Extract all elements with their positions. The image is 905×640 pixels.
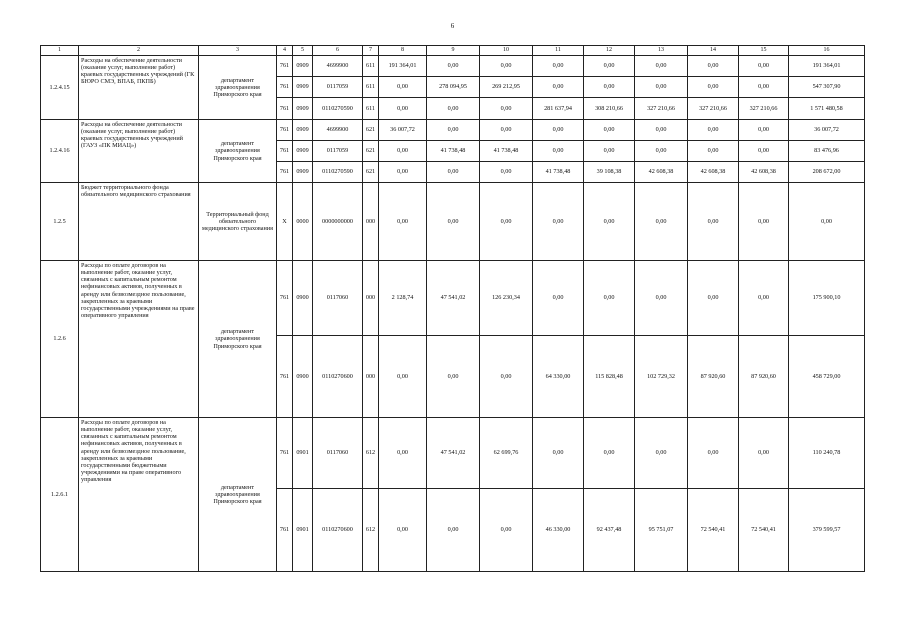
table-cell: 0,00: [379, 489, 427, 572]
row-code: 1.2.4.16: [41, 120, 79, 183]
table-cell: 0901: [293, 418, 313, 489]
table-cell: 0,00: [584, 183, 635, 261]
table-cell: 761: [277, 162, 293, 183]
table-cell: 0,00: [379, 183, 427, 261]
table-cell: 0,00: [480, 336, 533, 418]
table-cell: 0,00: [427, 120, 480, 141]
table-cell: 102 729,32: [635, 336, 688, 418]
row-code: 1.2.4.15: [41, 56, 79, 120]
table-cell: 0,00: [480, 56, 533, 77]
row-department: департамент здравоохранения Приморского края: [199, 120, 277, 183]
table-cell: 0,00: [533, 183, 584, 261]
table-cell: 0909: [293, 120, 313, 141]
column-header: 16: [789, 46, 865, 56]
table-cell: 0,00: [379, 77, 427, 98]
row-code: 1.2.6: [41, 261, 79, 418]
table-cell: 0,00: [427, 489, 480, 572]
column-header: 11: [533, 46, 584, 56]
table-cell: 0000000000: [313, 183, 363, 261]
row-description: Расходы на обеспечение деятельности (оказание услуг, выполнение работ) краевых государственных учреждений (ГК БЮРО СМЭ, ВПАБ, ПКПБ): [79, 56, 199, 120]
table-cell: 761: [277, 489, 293, 572]
table-cell: 0,00: [688, 120, 739, 141]
table-cell: 0,00: [688, 183, 739, 261]
table-cell: 0909: [293, 162, 313, 183]
table-cell: 0110270590: [313, 98, 363, 120]
column-header: 15: [739, 46, 789, 56]
table-cell: 208 672,00: [789, 162, 865, 183]
row-department: департамент здравоохранения Приморского края: [199, 56, 277, 120]
table-cell: 0,00: [427, 183, 480, 261]
table-cell: 0,00: [739, 183, 789, 261]
table-cell: 92 437,48: [584, 489, 635, 572]
table-cell: 2 128,74: [379, 261, 427, 336]
table-cell: 278 094,95: [427, 77, 480, 98]
table-cell: 0110270590: [313, 162, 363, 183]
table-cell: 612: [363, 418, 379, 489]
table-cell: 379 599,57: [789, 489, 865, 572]
column-header: 6: [313, 46, 363, 56]
table-cell: 0,00: [635, 120, 688, 141]
table-cell: 72 540,41: [739, 489, 789, 572]
table-cell: 0117059: [313, 141, 363, 162]
table-cell: 126 230,34: [480, 261, 533, 336]
row-description: Бюджет территориального фонда обязательного медицинского страхования: [79, 183, 199, 261]
table-cell: 0,00: [739, 56, 789, 77]
table-cell: 0,00: [480, 489, 533, 572]
table-cell: 0,00: [635, 141, 688, 162]
table-cell: 0,00: [688, 418, 739, 489]
table-cell: 0,00: [533, 77, 584, 98]
column-header: 12: [584, 46, 635, 56]
table-cell: 0,00: [635, 418, 688, 489]
table-cell: 0,00: [379, 141, 427, 162]
table-cell: 547 307,90: [789, 77, 865, 98]
table-cell: 0,00: [688, 77, 739, 98]
table-cell: 0900: [293, 336, 313, 418]
table-cell: 0,00: [480, 162, 533, 183]
table-cell: 611: [363, 98, 379, 120]
table-cell: 761: [277, 418, 293, 489]
table-cell: 0,00: [427, 56, 480, 77]
table-cell: 000: [363, 261, 379, 336]
table-cell: 611: [363, 77, 379, 98]
table-cell: 0,00: [739, 77, 789, 98]
table-cell: 0,00: [480, 183, 533, 261]
table-cell: 191 364,01: [379, 56, 427, 77]
table-cell: 0,00: [739, 418, 789, 489]
table-cell: 1 571 480,58: [789, 98, 865, 120]
table-cell: 0,00: [635, 261, 688, 336]
column-header: 4: [277, 46, 293, 56]
table-cell: 0,00: [789, 183, 865, 261]
budget-table: [40, 45, 865, 572]
table-cell: 458 729,00: [789, 336, 865, 418]
table-cell: 0,00: [427, 98, 480, 120]
table-cell: 36 007,72: [379, 120, 427, 141]
column-header-row: [41, 46, 865, 56]
table-row: [41, 120, 865, 141]
column-header: 9: [427, 46, 480, 56]
table-cell: 327 210,66: [688, 98, 739, 120]
row-department: департамент здравоохранения Приморского края: [199, 418, 277, 572]
table-cell: 0,00: [379, 336, 427, 418]
table-row: [41, 56, 865, 77]
table-row: [41, 418, 865, 489]
table-cell: 62 699,76: [480, 418, 533, 489]
table-cell: 0,00: [584, 261, 635, 336]
table-cell: 761: [277, 98, 293, 120]
table-cell: 761: [277, 141, 293, 162]
row-description: Расходы по оплате договоров на выполнение работ, оказание услуг, связанных с капитальным ремонтом нефинансовых активов, полученных в аренду или безвозмездное пользование, закрепленных за краевыми государственными учреждениями на праве оперативного управления: [79, 261, 199, 418]
table-cell: 47 541,02: [427, 261, 480, 336]
table-cell: 115 828,48: [584, 336, 635, 418]
table-cell: 0,00: [739, 120, 789, 141]
table-cell: 0909: [293, 98, 313, 120]
table-cell: 0110270600: [313, 336, 363, 418]
table-cell: 87 920,60: [739, 336, 789, 418]
table-cell: 0117060: [313, 261, 363, 336]
column-header: 10: [480, 46, 533, 56]
table-cell: 0000: [293, 183, 313, 261]
table-cell: 0,00: [584, 418, 635, 489]
table-cell: 0,00: [379, 162, 427, 183]
table-cell: 0117060: [313, 418, 363, 489]
table-cell: 308 210,66: [584, 98, 635, 120]
table-cell: 0,00: [635, 56, 688, 77]
table-cell: 761: [277, 261, 293, 336]
table-cell: 41 738,48: [427, 141, 480, 162]
table-cell: 0,00: [533, 261, 584, 336]
table-cell: 83 476,96: [789, 141, 865, 162]
row-description: Расходы на обеспечение деятельности (оказание услуг, выполнение работ) краевых государственных учреждений (ГАУЗ «ПК МИАЦ»): [79, 120, 199, 183]
table-cell: 0,00: [688, 56, 739, 77]
table-cell: 46 330,00: [533, 489, 584, 572]
table-cell: 621: [363, 162, 379, 183]
table-cell: 0,00: [480, 98, 533, 120]
table-cell: 36 007,72: [789, 120, 865, 141]
column-header: 2: [79, 46, 199, 56]
table-cell: 269 212,95: [480, 77, 533, 98]
table-cell: 611: [363, 56, 379, 77]
table-cell: 000: [363, 183, 379, 261]
table-cell: X: [277, 183, 293, 261]
column-header: 13: [635, 46, 688, 56]
table-cell: 0900: [293, 261, 313, 336]
table-cell: 41 738,48: [533, 162, 584, 183]
table-cell: 0,00: [584, 56, 635, 77]
table-cell: 39 108,38: [584, 162, 635, 183]
table-cell: 761: [277, 56, 293, 77]
table-cell: 0,00: [379, 98, 427, 120]
table-row: [41, 183, 865, 261]
table-cell: 64 330,00: [533, 336, 584, 418]
table-cell: 0,00: [584, 141, 635, 162]
column-header: 3: [199, 46, 277, 56]
column-header: 1: [41, 46, 79, 56]
table-cell: 41 738,48: [480, 141, 533, 162]
table-cell: 0,00: [533, 56, 584, 77]
table-cell: 0,00: [635, 77, 688, 98]
table-cell: 621: [363, 120, 379, 141]
column-header: 14: [688, 46, 739, 56]
table-cell: 0,00: [688, 261, 739, 336]
table-cell: 621: [363, 141, 379, 162]
table-cell: 612: [363, 489, 379, 572]
table-cell: 000: [363, 336, 379, 418]
table-cell: 42 608,38: [635, 162, 688, 183]
table-cell: 0,00: [584, 120, 635, 141]
column-header: 5: [293, 46, 313, 56]
table-cell: 42 608,38: [688, 162, 739, 183]
table-cell: 0,00: [480, 120, 533, 141]
table-cell: 761: [277, 77, 293, 98]
table-cell: 0,00: [688, 141, 739, 162]
table-cell: 761: [277, 336, 293, 418]
table-cell: 0909: [293, 77, 313, 98]
table-cell: 327 210,66: [739, 98, 789, 120]
row-code: 1.2.5: [41, 183, 79, 261]
table-cell: 761: [277, 120, 293, 141]
table-cell: 95 751,07: [635, 489, 688, 572]
table-cell: 110 240,78: [789, 418, 865, 489]
table-cell: 0901: [293, 489, 313, 572]
row-department: департамент здравоохранения Приморского края: [199, 261, 277, 418]
table-cell: 0,00: [739, 261, 789, 336]
row-department: Территориальный фонд обязательного медицинского страхования: [199, 183, 277, 261]
table-cell: 327 210,66: [635, 98, 688, 120]
table-cell: 0,00: [533, 418, 584, 489]
table-cell: 0,00: [427, 336, 480, 418]
table-cell: 0,00: [739, 141, 789, 162]
table-cell: 87 920,60: [688, 336, 739, 418]
table-cell: 4699900: [313, 56, 363, 77]
table-cell: 191 364,01: [789, 56, 865, 77]
table-cell: 175 900,10: [789, 261, 865, 336]
table-row: [41, 261, 865, 336]
table-cell: 0909: [293, 141, 313, 162]
table-cell: 0,00: [635, 183, 688, 261]
table-cell: 47 541,02: [427, 418, 480, 489]
table-cell: 4699900: [313, 120, 363, 141]
table-cell: 42 608,38: [739, 162, 789, 183]
row-code: 1.2.6.1: [41, 418, 79, 572]
table-cell: 0,00: [584, 77, 635, 98]
table-cell: 0,00: [533, 120, 584, 141]
table-cell: 0,00: [533, 141, 584, 162]
table-cell: 72 540,41: [688, 489, 739, 572]
page-number: 6: [450, 22, 455, 30]
table-cell: 0,00: [379, 418, 427, 489]
table-cell: 0,00: [427, 162, 480, 183]
table-cell: 0117059: [313, 77, 363, 98]
table-cell: 281 637,94: [533, 98, 584, 120]
column-header: 7: [363, 46, 379, 56]
table-cell: 0110270600: [313, 489, 363, 572]
table-cell: 0909: [293, 56, 313, 77]
row-description: Расходы по оплате договоров на выполнение работ, оказание услуг, связанных с капитальным ремонтом нефинансовых активов, полученных в аренду или безвозмездное пользование, закрепленных за краевыми государственными бюджетными учреждениями на праве оперативного управления: [79, 418, 199, 572]
column-header: 8: [379, 46, 427, 56]
